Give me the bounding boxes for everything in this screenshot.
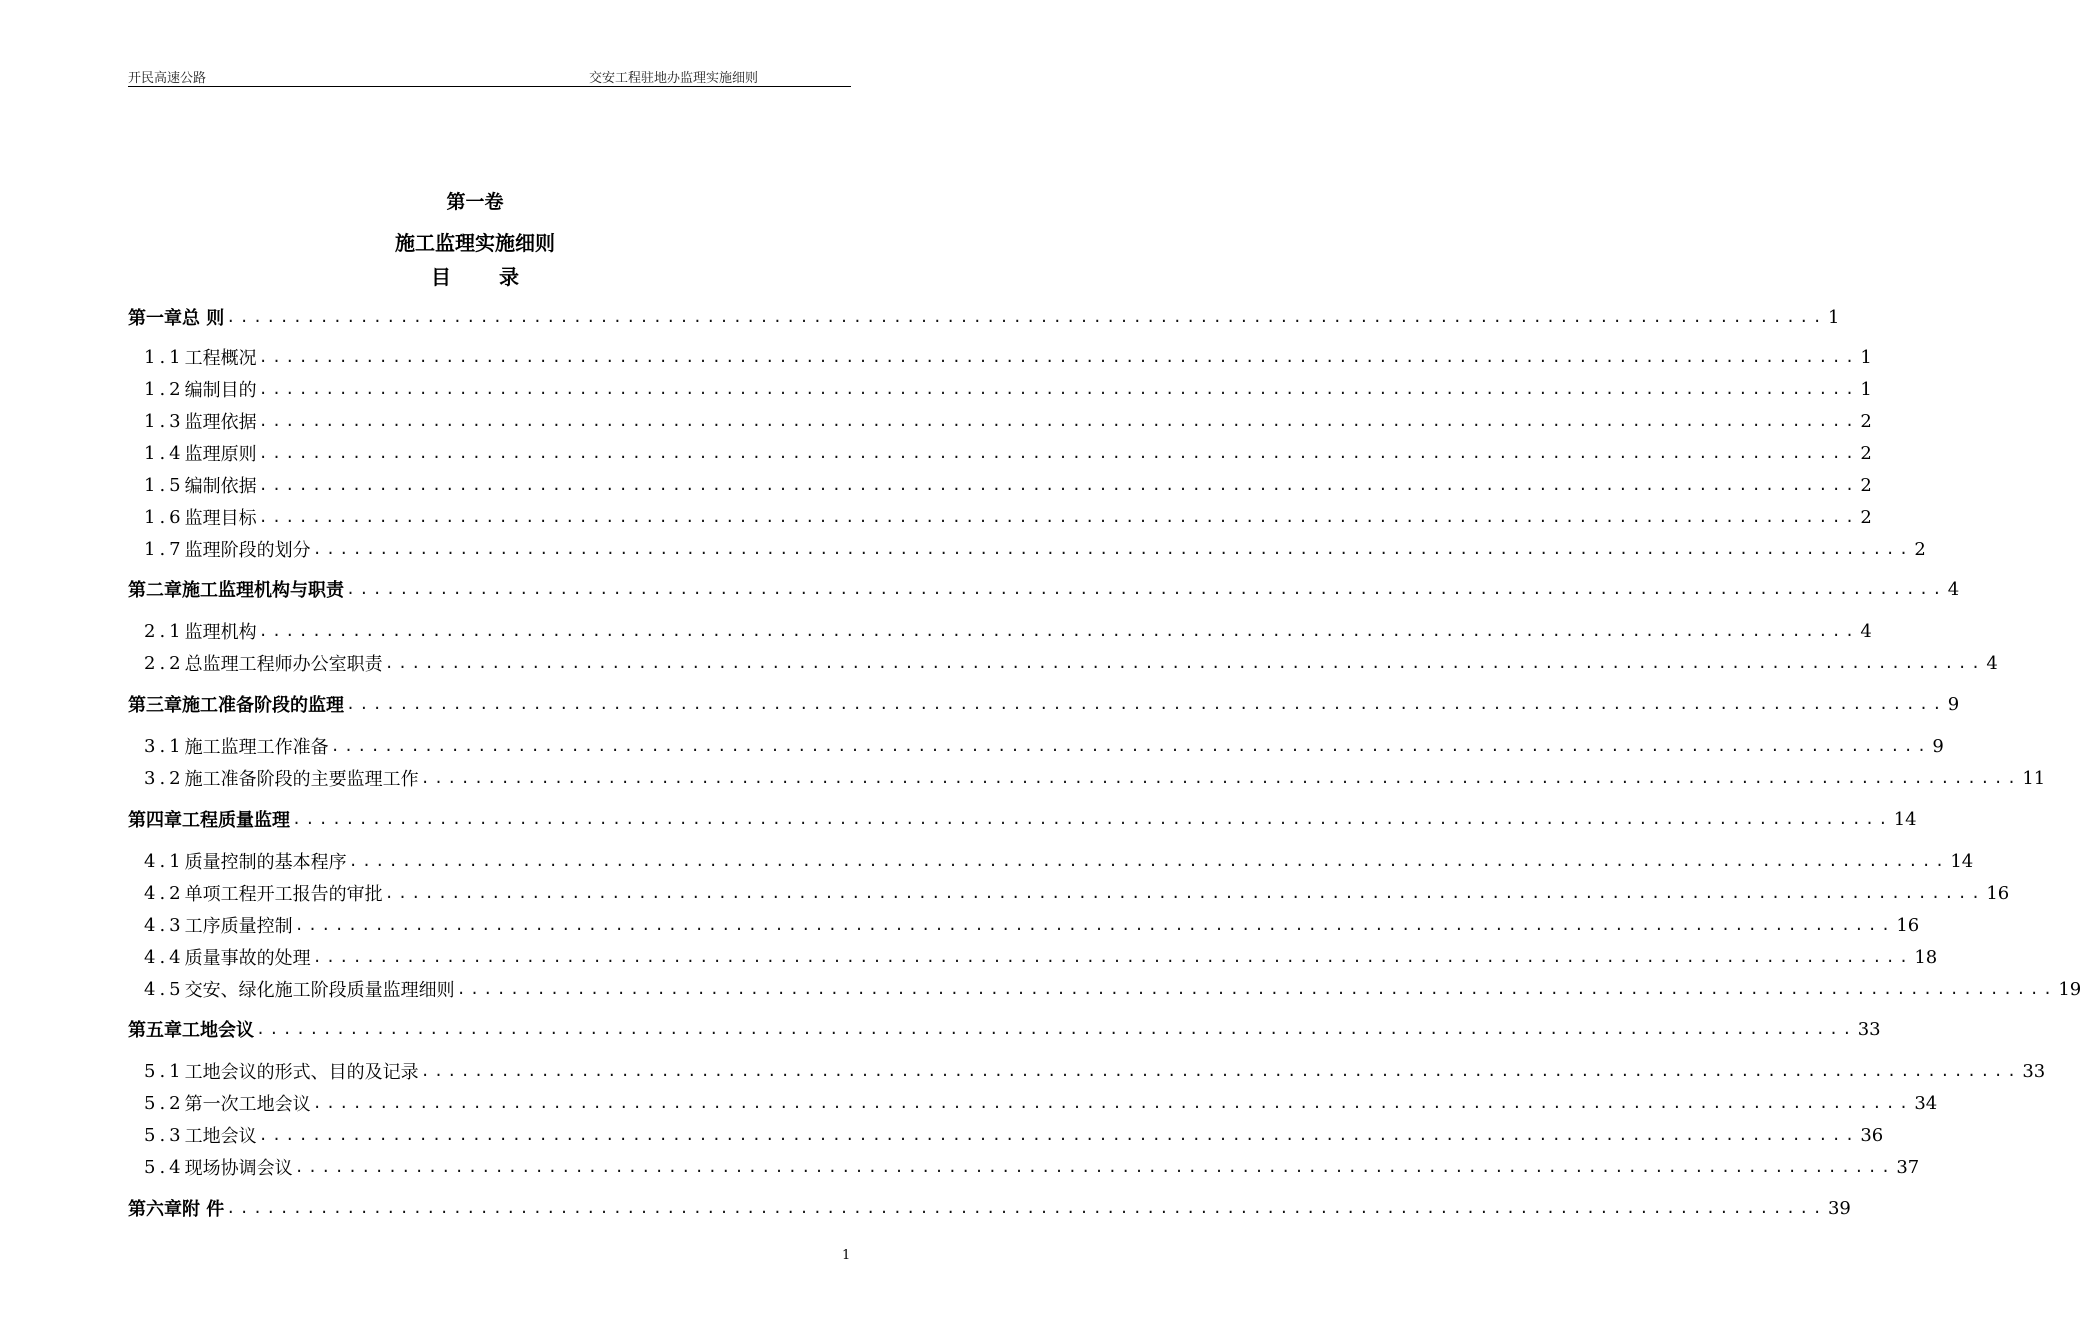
toc-entry-page: 39 (1827, 1197, 1851, 1219)
toc-section-entry (128, 878, 2010, 908)
toc-section-entry (128, 731, 1944, 761)
toc-leader-dots: ........................................................................................................................ (292, 810, 1892, 828)
toc-entry-label: 监理机构 (184, 622, 257, 643)
toc-entry-number: 1.3 (144, 410, 185, 432)
toc-entry-label: 总 则 (182, 308, 225, 329)
toc-entry-label: 监理依据 (184, 412, 257, 433)
toc-entry-page: 14 (1950, 850, 1974, 872)
toc-section-entry (128, 846, 1974, 876)
toc-entry-label: 质量事故的处理 (184, 948, 311, 969)
toc-entry-label: 施工监理机构与职责 (182, 580, 344, 601)
toc-section-entry (128, 974, 2081, 1004)
toc-section-entry (128, 406, 1872, 436)
toc-entry-page: 1 (1860, 346, 1872, 368)
toc-section-entry (128, 342, 1872, 372)
toc-entry-page: 2 (1860, 506, 1872, 528)
toc-leader-dots: ........................................................................................................................ (346, 695, 1946, 713)
toc-entry-number: 4.5 (144, 978, 185, 1000)
toc-entry-number: 第五章 (128, 1020, 182, 1041)
toc-entry-number: 2.2 (144, 652, 185, 674)
toc-entry-page: 16 (1986, 882, 2010, 904)
toc-chapter-entry (128, 689, 1960, 719)
toc-section-entry (128, 470, 1872, 500)
toc-entry-label: 施工监理工作准备 (184, 737, 329, 758)
toc-entry-label: 监理阶段的划分 (184, 540, 311, 561)
toc-entry-page: 16 (1896, 914, 1920, 936)
toc-leader-dots: ........................................................................................................................ (312, 540, 1913, 558)
toc-leader-dots: ........................................................................................................................ (258, 1126, 1859, 1144)
toc-entry-number: 4.4 (144, 946, 185, 968)
toc-entry-number: 2.1 (144, 620, 185, 642)
toc-leader-dots: ........................................................................................................................ (256, 1020, 1856, 1038)
toc-entry-label: 编制依据 (184, 476, 257, 497)
toc-entry-page: 2 (1914, 538, 1926, 560)
toc-section-entry (128, 1152, 1920, 1182)
toc-entry-number: 1.5 (144, 474, 185, 496)
toc-entry-page: 33 (1857, 1018, 1881, 1040)
toc-section-entry (128, 763, 2046, 793)
toc-entry-page: 4 (1947, 578, 1960, 600)
toc-entry-number: 第三章 (128, 695, 182, 716)
toc-section-entry (128, 910, 1920, 940)
toc-section-entry (128, 502, 1872, 532)
toc-heading (0, 261, 950, 290)
toc-entry-number: 5.3 (144, 1124, 185, 1146)
toc-entry-label: 施工准备阶段的主要监理工作 (184, 769, 419, 790)
toc-entry-page: 4 (1860, 620, 1872, 642)
toc-chapter-entry (128, 1014, 1881, 1044)
toc-leader-dots: ........................................................................................................................ (312, 948, 1913, 966)
toc-entry-number: 1.4 (144, 442, 185, 464)
toc-entry-page: 9 (1947, 693, 1960, 715)
toc-entry-number: 4.2 (144, 882, 185, 904)
toc-entry-label: 工程质量监理 (182, 810, 290, 831)
toc-entry-number: 4.1 (144, 850, 185, 872)
toc-leader-dots: ........................................................................................................................ (420, 1062, 2021, 1080)
toc-section-entry (128, 438, 1872, 468)
toc-section-entry (128, 1088, 1938, 1118)
toc-entry-number: 第一章 (128, 308, 182, 329)
toc-chapter-entry (128, 302, 1840, 332)
toc-entry-number: 1.6 (144, 506, 185, 528)
toc-entry-label: 附 件 (182, 1199, 225, 1220)
toc-section-entry (128, 1120, 1884, 1150)
toc-entry-label: 单项工程开工报告的审批 (184, 884, 383, 905)
toc-entry-page: 1 (1827, 306, 1840, 328)
toc-entry-number: 3.2 (144, 767, 185, 789)
toc-leader-dots: ........................................................................................................................ (420, 769, 2021, 787)
toc-entry-number: 3.1 (144, 735, 185, 757)
toc-entry-number: 1.7 (144, 538, 185, 560)
toc-entry-page: 18 (1914, 946, 1938, 968)
toc-leader-dots: ........................................................................................................................ (348, 852, 1949, 870)
toc-entry-label: 质量控制的基本程序 (184, 852, 347, 873)
header-right-text: 交安工程驻地办监理实施细则 (589, 71, 759, 86)
toc-entry-number: 5.1 (144, 1060, 185, 1082)
toc-chapter-entry (128, 1193, 1851, 1223)
toc-entry-label: 编制目的 (184, 380, 257, 401)
toc-heading-char-1: 目 (431, 265, 451, 289)
toc-chapter-entry (128, 804, 1917, 834)
toc-leader-dots: ........................................................................................................................ (258, 508, 1859, 526)
toc-entry-label: 第一次工地会议 (184, 1094, 311, 1115)
toc-entry-label: 工地会议的形式、目的及记录 (184, 1062, 419, 1083)
toc-entry-label: 工程概况 (184, 348, 257, 369)
header-left-text: 开民高速公路 (128, 71, 207, 86)
toc-entry-number: 5.4 (144, 1156, 185, 1178)
toc-entry-page: 4 (1986, 652, 1998, 674)
toc-leader-dots: ........................................................................................................................ (346, 580, 1946, 598)
toc-leader-dots: ........................................................................................................................ (384, 654, 1985, 672)
toc-leader-dots: ........................................................................................................................ (258, 412, 1859, 430)
toc-entry-label: 总监理工程师办公室职责 (184, 654, 383, 675)
toc-entry-number: 第四章 (128, 810, 182, 831)
toc-leader-dots: ........................................................................................................................ (258, 348, 1859, 366)
toc-entry-page: 2 (1860, 410, 1872, 432)
toc-entry-page: 14 (1893, 808, 1917, 830)
toc-entry-label: 现场协调会议 (184, 1158, 293, 1179)
toc-section-entry (128, 942, 1938, 972)
toc-section-entry (128, 374, 1872, 404)
toc-section-entry (128, 648, 1998, 678)
toc-heading-char-2: 录 (499, 265, 519, 289)
toc-section-entry (128, 616, 1872, 646)
toc-leader-dots: ........................................................................................................................ (312, 1094, 1913, 1112)
toc-leader-dots: ........................................................................................................................ (384, 884, 1985, 902)
toc-entry-label: 工序质量控制 (184, 916, 293, 937)
volume-title: 第一卷 (446, 191, 504, 213)
toc-section-entry (128, 534, 1926, 564)
toc-entry-page: 2 (1860, 474, 1872, 496)
toc-leader-dots: ........................................................................................................................ (258, 622, 1859, 640)
page-number: 1 (842, 1248, 851, 1263)
toc-entry-label: 工地会议 (184, 1126, 257, 1147)
toc-leader-dots: ........................................................................................................................ (258, 444, 1859, 462)
toc-entry-page: 19 (2058, 978, 2081, 1000)
toc-entry-label: 监理目标 (184, 508, 257, 529)
page-header (128, 66, 851, 87)
toc-leader-dots: ........................................................................................................................ (456, 980, 2057, 998)
toc-entry-number: 1.1 (144, 346, 185, 368)
toc-entry-page: 36 (1860, 1124, 1884, 1146)
toc-chapter-entry (128, 574, 1960, 604)
toc-leader-dots: ........................................................................................................................ (258, 380, 1859, 398)
toc-section-entry (128, 1056, 2046, 1086)
toc-leader-dots: ........................................................................................................................ (226, 308, 1826, 326)
toc-entry-number: 1.2 (144, 378, 185, 400)
toc-leader-dots: ........................................................................................................................ (258, 476, 1859, 494)
toc-entry-page: 1 (1860, 378, 1872, 400)
toc-entry-number: 4.3 (144, 914, 185, 936)
toc-leader-dots: ........................................................................................................................ (294, 916, 1895, 934)
toc-entry-number: 第六章 (128, 1199, 182, 1220)
toc-entry-page: 9 (1932, 735, 1944, 757)
toc-leader-dots: ........................................................................................................................ (226, 1199, 1826, 1217)
toc-entry-page: 37 (1896, 1156, 1920, 1178)
toc-leader-dots: ........................................................................................................................ (294, 1158, 1895, 1176)
toc-entry-page: 11 (2022, 767, 2046, 789)
toc-entry-page: 33 (2022, 1060, 2046, 1082)
toc-entry-label: 施工准备阶段的监理 (182, 695, 344, 716)
toc-leader-dots: ........................................................................................................................ (330, 737, 1931, 755)
toc-entry-label: 交安、绿化施工阶段质量监理细则 (184, 980, 455, 1001)
toc-entry-label: 监理原则 (184, 444, 257, 465)
toc-entry-label: 工地会议 (182, 1020, 254, 1041)
toc-entry-number: 5.2 (144, 1092, 185, 1114)
document-title: 施工监理实施细则 (395, 231, 555, 255)
toc-entry-page: 2 (1860, 442, 1872, 464)
toc-entry-page: 34 (1914, 1092, 1938, 1114)
toc-entry-number: 第二章 (128, 580, 182, 601)
